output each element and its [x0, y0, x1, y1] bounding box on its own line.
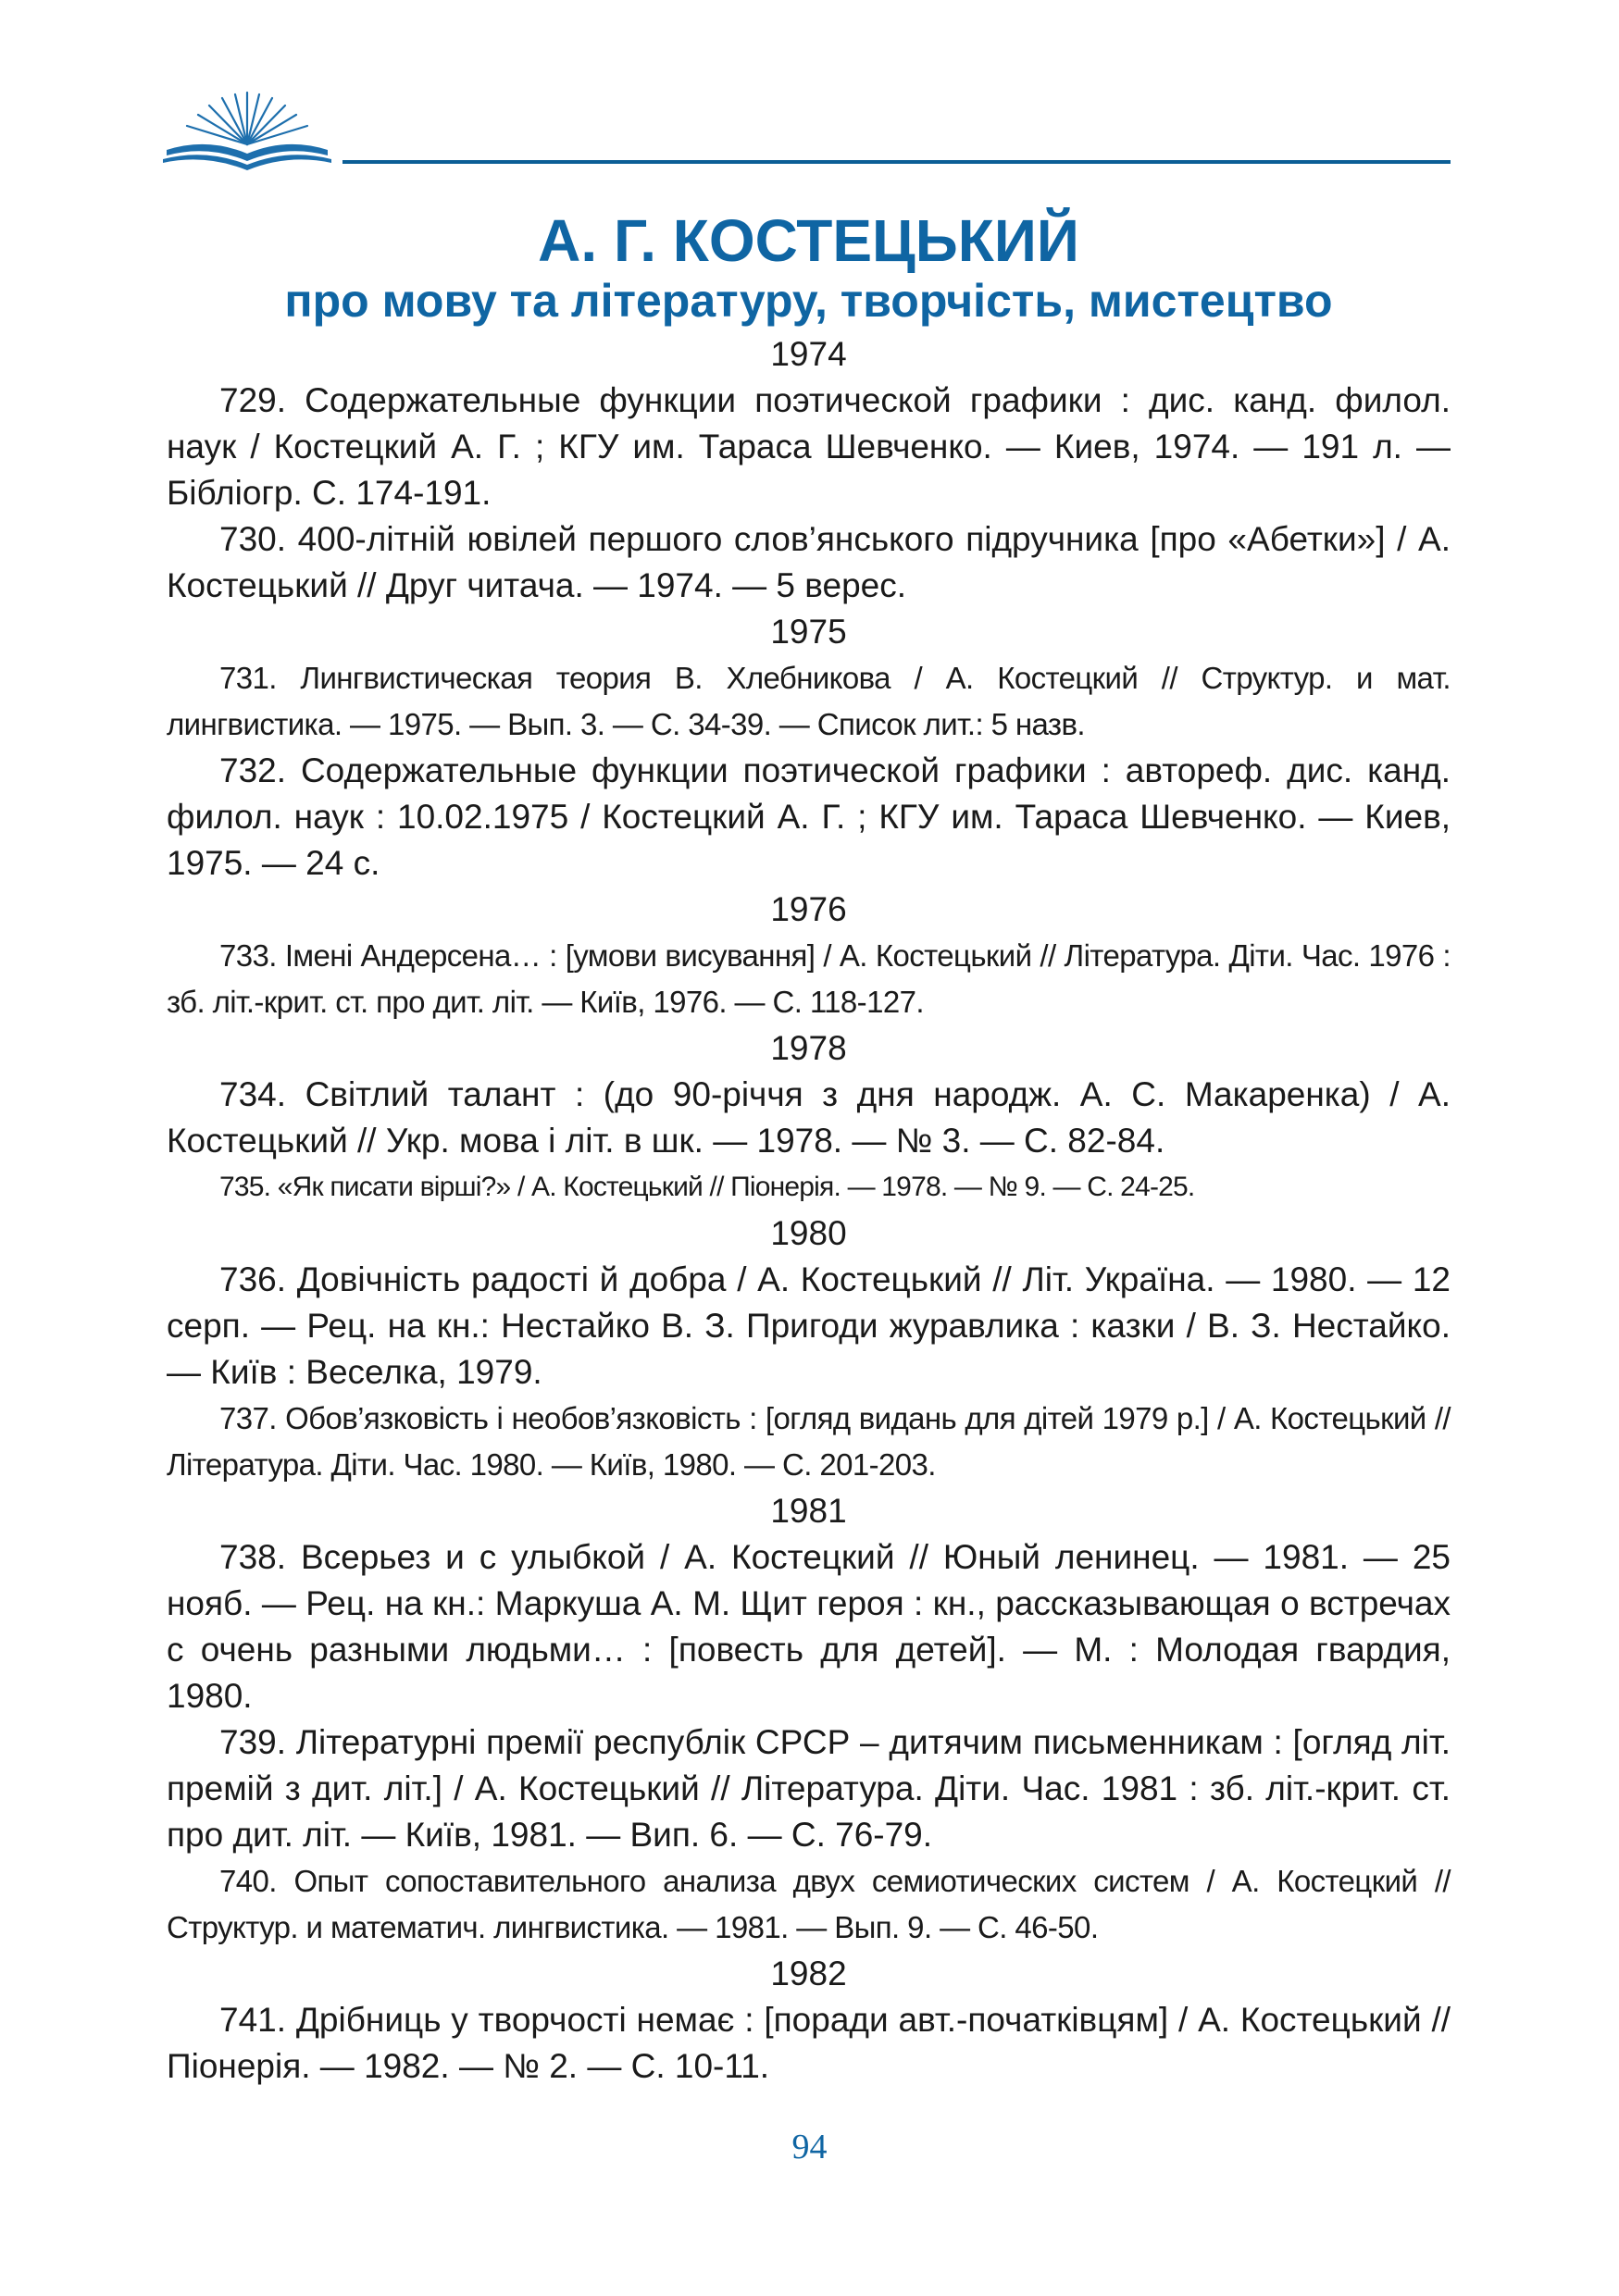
entry-text: Імені Андерсена… : [умови висування] / А. Костецький // Література. Діти. Час. 1976 : зб. літ.-крит. ст. про дит. літ. — Київ, 1976. — С. 118-127. [167, 938, 1451, 1019]
entry-number: 733. [219, 938, 277, 973]
entry-text: Всерьез и с улыбкой / А. Костецкий // Юный ленинец. — 1981. — 25 нояб. — Рец. на кн.: Маркуша А. М. Щит героя : кн., рассказывающая о встречах с очень разными людьми… : [повесть для детей]. — М. : Молодая гвардия, 1980. [167, 1538, 1451, 1715]
entry-number: 739. [219, 1723, 287, 1761]
entry-text: Содержательные функции поэтической графики : дис. канд. филол. наук / Костецкий А. Г. ; КГУ им. Тараса Шевченко. — Киев, 1974. — 191 л. — Бібліогр. С. 174-191. [167, 381, 1451, 512]
entry-text: Дрібниць у творчості немає : [поради авт.-початківцям] / А. Костецький // Піонерія. — 1982. — № 2. — С. 10-11. [167, 2001, 1451, 2085]
entry-text: Лингвистическая теория В. Хлебникова / А. Костецкий // Структур. и мат. лингвистика. — 1975. — Вып. 3. — С. 34-39. — Список лит.: 5 назв. [167, 661, 1451, 741]
bibliography-entry [167, 1719, 1451, 1858]
entry-text: Содержательные функции поэтической графики : автореф. дис. канд. филол. наук : 10.02.1975 / Костецкий А. Г. ; КГУ им. Тараса Шевченко. — Киев, 1975. — 24 с. [167, 751, 1451, 882]
entry-text: «Як писати вірші?» / А. Костецький // Піонерія. — 1978. — № 9. — С. 24-25. [277, 1172, 1195, 1202]
bibliography-entry [167, 378, 1451, 516]
bibliography-entry [167, 1534, 1451, 1719]
entry-number: 732. [219, 751, 287, 789]
year-heading: 1980 [770, 1214, 847, 1252]
year-heading: 1975 [770, 613, 847, 651]
entry-number: 736. [219, 1260, 287, 1298]
page-subtitle: про мову та літературу, творчість, мистецтво [284, 275, 1333, 327]
bibliography-entry [167, 516, 1451, 609]
year-heading: 1976 [770, 890, 847, 928]
open-book-icon [163, 89, 331, 170]
header-rule [342, 160, 1451, 164]
bibliography [167, 331, 1451, 2090]
entry-text: Літературні премії республік СРСР – дитячим письменникам : [огляд літ. премій з дит. літ.] / А. Костецький // Література. Діти. Час. 1981 : зб. літ.-крит. ст. про дит. літ. — Київ, 1981. — Вип. 6. — С. 76-79. [167, 1723, 1451, 1854]
bibliography-entry [167, 1257, 1451, 1396]
year-heading: 1982 [770, 1955, 847, 1992]
entry-number: 741. [219, 2001, 287, 2039]
page-title: А. Г. КОСТЕЦЬКИЙ [538, 207, 1079, 274]
entry-text: Опыт сопоставительного анализа двух семиотических систем / А. Костецкий // Структур. и математич. лингвистика. — 1981. — Вып. 9. — С. 46-50. [167, 1864, 1451, 1944]
entry-number: 730. [219, 520, 287, 558]
year-heading: 1978 [770, 1029, 847, 1067]
entry-text: Довічність радості й добра / А. Костецький // Літ. Україна. — 1980. — 12 серп. — Рец. на кн.: Нестайко В. З. Пригоди журавлика : казки / В. З. Нестайко. — Київ : Веселка, 1979. [167, 1260, 1451, 1391]
bibliography-entry [167, 1997, 1451, 2090]
bibliography-entry [167, 1396, 1451, 1488]
bibliography-entry [167, 1072, 1451, 1164]
bibliography-entry [167, 933, 1451, 1025]
entry-number: 738. [219, 1538, 287, 1576]
bibliography-entry [167, 1858, 1451, 1951]
bibliography-entry [167, 655, 1451, 748]
page-number: 94 [791, 2128, 828, 2166]
year-heading: 1981 [770, 1492, 847, 1530]
entry-number: 735. [219, 1172, 271, 1202]
entry-number: 740. [219, 1864, 277, 1898]
entry-number: 737. [219, 1401, 277, 1435]
entry-number: 729. [219, 381, 287, 419]
entry-text: Обов’язковість і необов’язковість : [огляд видань для дітей 1979 р.] / А. Костецький // Література. Діти. Час. 1980. — Київ, 1980. — С. 201-203. [167, 1401, 1451, 1482]
entry-number: 734. [219, 1075, 287, 1113]
bibliography-entry [167, 748, 1451, 887]
year-heading: 1974 [770, 335, 847, 373]
entry-text: Світлий талант : (до 90-річчя з дня народж. А. С. Макаренка) / А. Костецький // Укр. мова і літ. в шк. — 1978. — № 3. — С. 82-84. [167, 1075, 1451, 1160]
bibliography-entry [167, 1164, 1451, 1210]
entry-number: 731. [219, 661, 277, 695]
entry-text: 400-літній ювілей першого слов’янського підручника [про «Абетки»] / А. Костецький // Друг читача. — 1974. — 5 верес. [167, 520, 1451, 604]
